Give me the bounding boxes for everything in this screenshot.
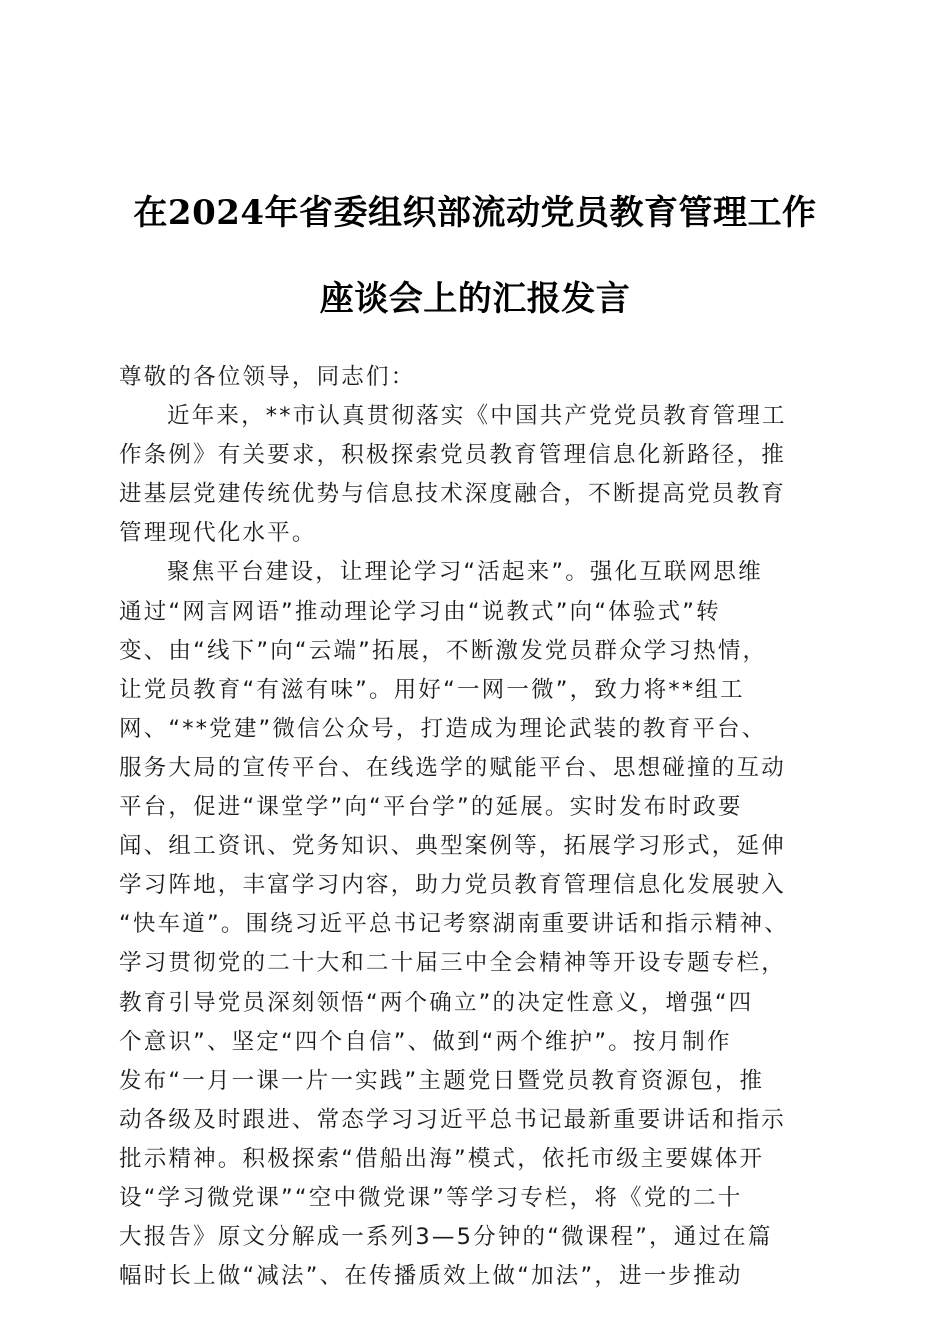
paragraph-line: 学习阵地，丰富学习内容，助力党员教育管理信息化发展驶入: [119, 872, 786, 899]
paragraph-line: 设“学习微党课”“空中微党课”等学习专栏，将《党的二十: [119, 1184, 743, 1211]
paragraph-line: 服务大局的宣传平台、在线选学的赋能平台、思想碰撞的互动: [119, 754, 786, 781]
paragraph-line: 网、“**党建”微信公众号，打造成为理论武装的教育平台、: [119, 715, 767, 742]
paragraph-line: 学习贯彻党的二十大和二十届三中全会精神等开设专题专栏，: [119, 950, 786, 977]
salutation: 尊敬的各位领导，同志们：: [119, 364, 416, 390]
paragraph-line: 作条例》有关要求，积极探索党员教育管理信息化新路径，推: [119, 442, 786, 469]
paragraph-line: 个意识”、坚定“四个自信”、做到“两个维护”。按月制作: [119, 1028, 732, 1055]
paragraph-line: 平台，促进“课堂学”向“平台学”的延展。实时发布时政要: [119, 794, 743, 821]
paragraph-line: 教育引导党员深刻领悟“两个确立”的决定性意义，增强“四: [119, 989, 754, 1016]
paragraph-line: 大报告》原文分解成一系列3—5分钟的“微课程”，通过在篇: [119, 1224, 773, 1251]
paragraph-line: 让党员教育“有滋有味”。用好“一网一微”，致力将**组工: [119, 676, 745, 703]
paragraph-line: 批示精神。积极探索“借船出海”模式，依托市级主要媒体开: [119, 1145, 765, 1172]
paragraph-line: 聚焦平台建设，让理论学习“活起来”。强化互联网思维: [167, 559, 763, 586]
title-line-2: 座谈会上的汇报发言: [319, 279, 631, 319]
paragraph-line: 通过“网言网语”推动理论学习由“说教式”向“体验式”转: [119, 598, 721, 625]
paragraph-line: 进基层党建传统优势与信息技术深度融合，不断提高党员教育: [119, 481, 786, 508]
document-body: [119, 358, 831, 1296]
paragraph-2: [119, 553, 831, 1296]
paragraph-line: 发布“一月一课一片一实践”主题党日暨党员教育资源包，推: [119, 1067, 765, 1094]
title-line-1: 在2024年省委组织部流动党员教育管理工作: [133, 193, 817, 233]
paragraph-line: 近年来，**市认真贯彻落实《中国共产党党员教育管理工: [167, 403, 787, 430]
paragraph-line: 闻、组工资讯、党务知识、典型案例等，拓展学习形式，延伸: [119, 833, 786, 860]
paragraph-line: 管理现代化水平。: [119, 520, 317, 547]
paragraph-line: 变、由“线下”向“云端”拓展，不断激发党员群众学习热情，: [119, 637, 768, 664]
paragraph-line: “快车道”。围绕习近平总书记考察湖南重要讲话和指示精神、: [119, 911, 789, 938]
paragraph-line: 动各级及时跟进、常态学习习近平总书记最新重要讲话和指示: [119, 1106, 786, 1133]
paragraph-line: 幅时长上做“减法”、在传播质效上做“加法”，进一步推动: [119, 1263, 743, 1290]
paragraph-1: [119, 397, 831, 553]
document-title: [100, 170, 850, 342]
